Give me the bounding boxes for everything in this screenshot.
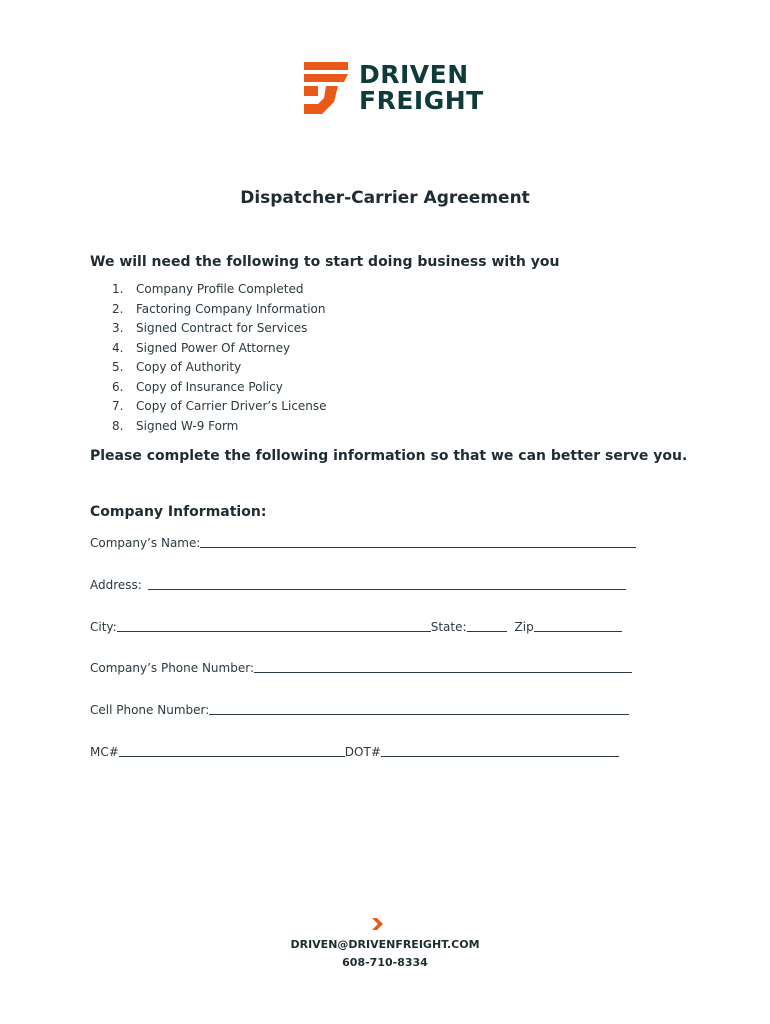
list-item-number: 1. xyxy=(112,282,124,296)
address-row xyxy=(90,576,626,592)
cell-phone-row xyxy=(90,701,629,717)
list-item-text: Copy of Authority xyxy=(136,360,242,374)
list-item xyxy=(90,399,327,419)
zip-label: Zip xyxy=(514,620,534,634)
company-name-row xyxy=(90,534,636,550)
state-field[interactable] xyxy=(467,619,507,632)
list-item xyxy=(90,419,327,439)
logo-wordmark xyxy=(359,62,484,114)
address-field[interactable] xyxy=(148,577,626,590)
section-title-company-info: Company Information: xyxy=(90,504,267,520)
list-item xyxy=(90,282,327,302)
list-item-number: 2. xyxy=(112,301,124,316)
list-item xyxy=(90,302,327,322)
list-item xyxy=(90,360,327,380)
cell-phone-field[interactable] xyxy=(209,702,629,715)
footer-phone: 608-710-8334 xyxy=(342,956,428,969)
company-phone-label: Company’s Phone Number: xyxy=(90,661,254,675)
list-item-text: Factoring Company Information xyxy=(136,301,326,316)
list-item-text: Signed Contract for Services xyxy=(136,321,308,335)
footer-email: DRIVEN@DRIVENFREIGHT.COM xyxy=(290,938,480,951)
list-item-number: 7. xyxy=(112,399,124,413)
list-item xyxy=(90,321,327,341)
list-item xyxy=(90,341,327,361)
city-field[interactable] xyxy=(117,619,431,632)
list-item-number: 3. xyxy=(112,321,124,335)
list-item-text: Company Profile Completed xyxy=(136,282,304,296)
cell-phone-label: Cell Phone Number: xyxy=(90,703,210,717)
company-phone-row xyxy=(90,659,632,675)
company-phone-field[interactable] xyxy=(254,660,632,673)
company-name-label: Company’s Name: xyxy=(90,536,201,550)
list-item-number: 4. xyxy=(112,340,124,355)
list-item-text: Copy of Carrier Driver’s License xyxy=(136,399,327,413)
address-label: Address: xyxy=(90,578,142,592)
mc-label: MC# xyxy=(90,745,119,759)
list-item-number: 6. xyxy=(112,379,124,394)
list-item-number: 5. xyxy=(112,360,124,374)
requirements-list xyxy=(90,282,327,438)
logo-line-1: DRIVEN xyxy=(359,60,469,89)
list-item-text: Signed Power Of Attorney xyxy=(136,340,291,355)
city-label: City: xyxy=(90,620,117,634)
document-title: Dispatcher-Carrier Agreement xyxy=(240,188,530,208)
company-name-field[interactable] xyxy=(200,535,636,548)
state-label: State: xyxy=(430,620,467,634)
company-logo xyxy=(304,62,484,114)
zip-field[interactable] xyxy=(534,619,622,632)
driven-freight-logo-icon xyxy=(304,62,348,114)
intro-heading: We will need the following to start doing business with you xyxy=(90,254,560,270)
dot-label: DOT# xyxy=(344,745,381,759)
city-state-zip-row xyxy=(90,618,622,634)
list-item xyxy=(90,380,327,400)
list-item-text: Signed W-9 Form xyxy=(136,418,239,433)
arrow-right-icon xyxy=(370,917,384,931)
list-item-number: 8. xyxy=(112,418,124,433)
mc-field[interactable] xyxy=(119,744,345,757)
list-item-text: Copy of Insurance Policy xyxy=(136,379,283,394)
mc-dot-row xyxy=(90,743,619,759)
logo-line-2: FREIGHT xyxy=(359,86,484,115)
complete-instruction: Please complete the following information so that we can better serve you. xyxy=(90,448,688,464)
dot-field[interactable] xyxy=(381,744,619,757)
